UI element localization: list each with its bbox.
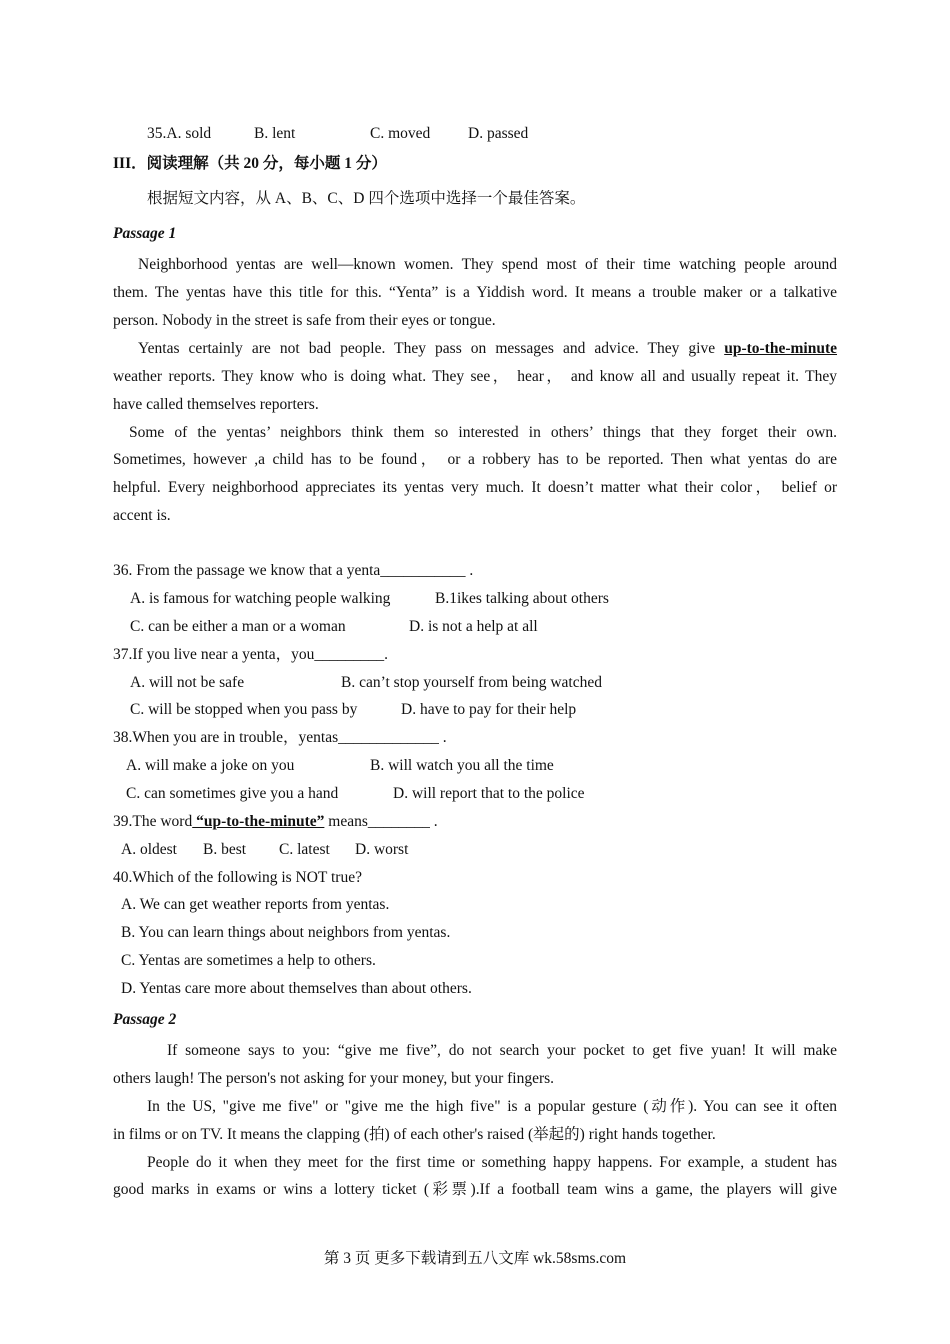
q37-option-c: C. will be stopped when you pass by (130, 701, 358, 718)
section-instruction: 根据短文内容，从 A、B、C、D 四个选项中选择一个最佳答案。 (147, 190, 586, 207)
passage2-p3-line1: People do it when they meet for the first time or something happy happens. For example, a student has (147, 1154, 837, 1171)
q39-option-a: A. oldest (121, 841, 177, 858)
term-up-to-the-minute: up-to-the-minute (724, 340, 838, 357)
q38-option-c: C. can sometimes give you a hand (126, 785, 339, 802)
passage1-p2-line2: weather reports. They know who is doing what. They see， hear， and know all and usually repeat it. They (113, 368, 837, 385)
q37-option-a: A. will not be safe (130, 674, 245, 691)
q40-stem: 40.Which of the following is NOT true? (113, 869, 362, 886)
q39-option-d: D. worst (355, 841, 409, 858)
q38-option-d: D. will report that to the police (393, 785, 585, 802)
q39-term: “up-to-the-minute” (192, 813, 325, 830)
q39-stem-start: 39.The word (113, 813, 193, 830)
passage1-p1-line3: person. Nobody in the street is safe from their eyes or tongue. (113, 312, 496, 329)
q36-option-d: D. is not a help at all (409, 618, 538, 635)
q40-option-b: B. You can learn things about neighbors from yentas. (121, 924, 451, 941)
q36-option-b: B.1ikes talking about others (435, 590, 609, 607)
q40-option-c: C. Yentas are sometimes a help to others. (121, 952, 376, 969)
passage1-p3-line3: helpful. Every neighborhood appreciates its yentas very much. It doesn’t matter what their color， belief or (113, 479, 837, 496)
passage1-p3-line1: Some of the yentas’ neighbors think them so interested in others’ things that they forget their own. (129, 424, 837, 441)
q37-option-b: B. can’t stop yourself from being watched (341, 674, 602, 691)
q40-option-a: A. We can get weather reports from yentas. (121, 896, 390, 913)
q38-option-b: B. will watch you all the time (370, 757, 554, 774)
q39-stem-end: means________ . (324, 813, 438, 830)
q36-option-c: C. can be either a man or a woman (130, 618, 346, 635)
passage1-p1-line2: them. The yentas have this title for this. “Yenta” is a Yiddish word. It means a trouble maker or a talkative (113, 284, 837, 301)
passage2-p2-line2: in films or on TV. It means the clapping (拍) of each other's raised (举起的) right hands together. (113, 1126, 716, 1143)
passage1-p1-line1: Neighborhood yentas are well—known women. They spend most of their time watching people around (138, 256, 837, 273)
passage2-p1-line1: If someone says to you: “give me five”, do not search your pocket to get five yuan! It will make (167, 1042, 837, 1059)
passage1-p2-start: Yentas certainly are not bad people. They pass on messages and advice. They give (138, 340, 716, 357)
passage2-p2-line1: In the US, "give me five" or "give me the high five" is a popular gesture (动作). You can see it often (147, 1098, 837, 1115)
q38-option-a: A. will make a joke on you (126, 757, 295, 774)
passage1-p2-line1 (138, 339, 837, 359)
q35-option-c: C. moved (370, 125, 431, 142)
q36-option-a: A. is famous for watching people walking (130, 590, 391, 607)
q36-stem: 36. From the passage we know that a yenta___________ . (113, 562, 474, 579)
passage1-title: Passage 1 (113, 225, 177, 242)
passage2-p3-line2: good marks in exams or wins a lottery ticket (彩票).If a football team wins a game, the players will give (113, 1181, 837, 1198)
passage1-p3-line4: accent is. (113, 507, 171, 524)
q40-option-d: D. Yentas care more about themselves than about others. (121, 980, 472, 997)
page-footer: 第 3 页 更多下载请到五八文库 wk.58sms.com (323, 1250, 627, 1267)
q35-option-d: D. passed (468, 125, 529, 142)
q39-stem (113, 812, 438, 832)
q37-stem: 37.If you live near a yenta，you_________. (113, 646, 389, 663)
passage2-p1-line2: others laugh! The person's not asking for your money, but your fingers. (113, 1070, 555, 1087)
q35-option-b: B. lent (254, 125, 296, 142)
q35-option-a: 35.A. sold (147, 125, 212, 142)
passage2-title: Passage 2 (113, 1011, 177, 1028)
passage1-p3-line2: Sometimes, however ,a child has to be found， or a robbery has to be reported. Then what yentas do are (113, 451, 837, 468)
q39-option-c: C. latest (279, 841, 330, 858)
q37-option-d: D. have to pay for their help (401, 701, 577, 718)
q39-option-b: B. best (203, 841, 247, 858)
section-title: III．阅读理解（共 20 分，每小题 1 分） (113, 155, 387, 172)
q38-stem: 38.When you are in trouble，yentas_____________ . (113, 729, 447, 746)
passage1-p2-line3: have called themselves reporters. (113, 396, 319, 413)
